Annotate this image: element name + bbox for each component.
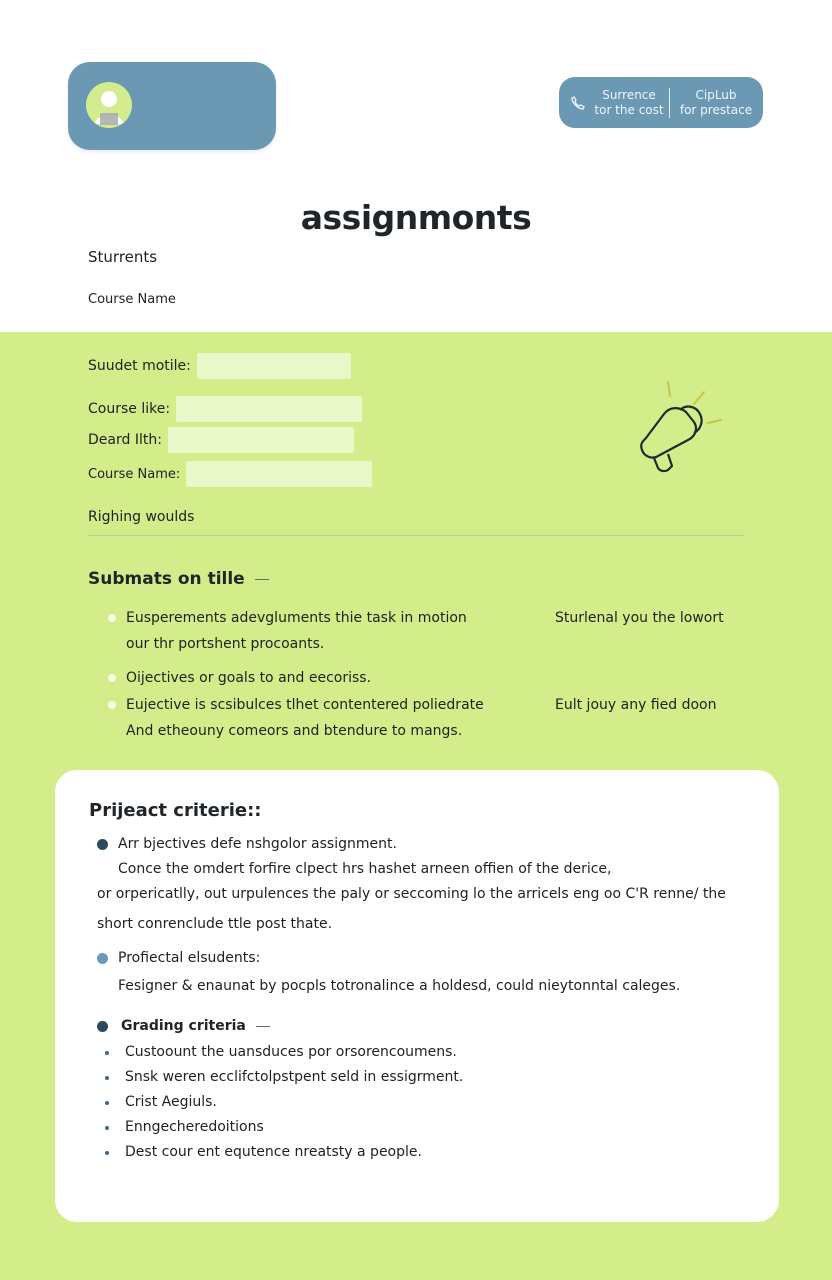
bullet-dot bbox=[105, 1126, 109, 1130]
list-item: Dest cour ent equtence nreatsty a people. bbox=[101, 1140, 741, 1165]
project-criteria-card bbox=[55, 770, 779, 1222]
contact-secondary: CipLub for prestace bbox=[679, 87, 753, 117]
bullet-dot bbox=[108, 674, 116, 682]
bullet-dot bbox=[97, 839, 108, 850]
bullet-dot bbox=[105, 1151, 109, 1155]
deard-ilth-input[interactable] bbox=[168, 427, 354, 453]
profile-card[interactable] bbox=[68, 62, 276, 150]
list-item: Oijectives or goals to and eecoriss. bbox=[106, 665, 746, 691]
course-name-input[interactable] bbox=[186, 461, 372, 487]
header-area bbox=[0, 0, 832, 332]
heading-dash bbox=[256, 1026, 270, 1027]
grading-heading: Grading criteria bbox=[97, 1018, 270, 1034]
list-item: Crist Aegiuls. bbox=[101, 1090, 741, 1115]
grading-list bbox=[101, 1040, 741, 1165]
submit-heading: Submats on tille bbox=[88, 569, 269, 589]
deard-ilth-row: Deard Ilth: bbox=[88, 427, 354, 453]
criteria-block-objectives: Arr bjectives defe nshgolor assignment. Conce the omdert forfire clpect hrs hashet arneen offien of the derice, or orpericatlly, out urpulences the paly or seccoming lo the arricels eng oo C'R renne/ the short conrenclude ttle post thate. bbox=[97, 836, 726, 932]
students-label: Sturrents bbox=[88, 248, 158, 266]
submit-list bbox=[106, 605, 746, 744]
bullet-dot bbox=[108, 701, 116, 709]
list-item-aside: Sturlenal you the lowort bbox=[555, 610, 724, 626]
contact-primary: Surrence tor the cost bbox=[594, 87, 664, 117]
megaphone-icon bbox=[628, 376, 728, 476]
list-item: Snsk weren ecclifctolpstpent seld in essigrment. bbox=[101, 1065, 741, 1090]
heading-dash bbox=[255, 579, 269, 580]
page-title: assignmonts bbox=[300, 198, 532, 237]
bullet-dot bbox=[97, 953, 108, 964]
student-mobile-row: Suudet motile: bbox=[88, 353, 351, 379]
list-item: Eujective is scsibulces tlhet contentered poliedrate And etheouny comeors and btendure to mangs. Eult jouy any fied doon bbox=[106, 692, 746, 744]
criteria-block-students: Profiectal elsudents: Fesigner & enaunat by pocpls totronalince a holdesd, could nieytonntal caleges. bbox=[97, 946, 757, 999]
contact-pill[interactable] bbox=[559, 77, 763, 128]
course-name-label: Course Name bbox=[88, 292, 176, 307]
bullet-dot bbox=[97, 1021, 108, 1032]
list-item-aside: Eult jouy any fied doon bbox=[555, 697, 717, 713]
list-item: Eusperements adevgluments thie task in motion our thr portshent procoants. Sturlenal you the lowort bbox=[106, 605, 746, 657]
student-mobile-input[interactable] bbox=[197, 353, 351, 379]
course-like-input[interactable] bbox=[176, 396, 362, 422]
bullet-dot bbox=[108, 614, 116, 622]
section-divider bbox=[88, 535, 744, 536]
card-title: Prijeact criterie:: bbox=[89, 800, 262, 821]
course-like-row: Course like: bbox=[88, 396, 362, 422]
rights-label: Righing woulds bbox=[88, 509, 195, 525]
user-avatar-icon bbox=[86, 82, 132, 128]
course-name-row: Course Name: bbox=[88, 461, 372, 487]
bullet-dot bbox=[105, 1051, 109, 1055]
list-item: Custoount the uansduces por orsorencoumens. bbox=[101, 1040, 741, 1065]
phone-icon bbox=[567, 95, 589, 111]
bullet-dot bbox=[105, 1101, 109, 1105]
bullet-dot bbox=[105, 1076, 109, 1080]
list-item: Enngecheredoitions bbox=[101, 1115, 741, 1140]
